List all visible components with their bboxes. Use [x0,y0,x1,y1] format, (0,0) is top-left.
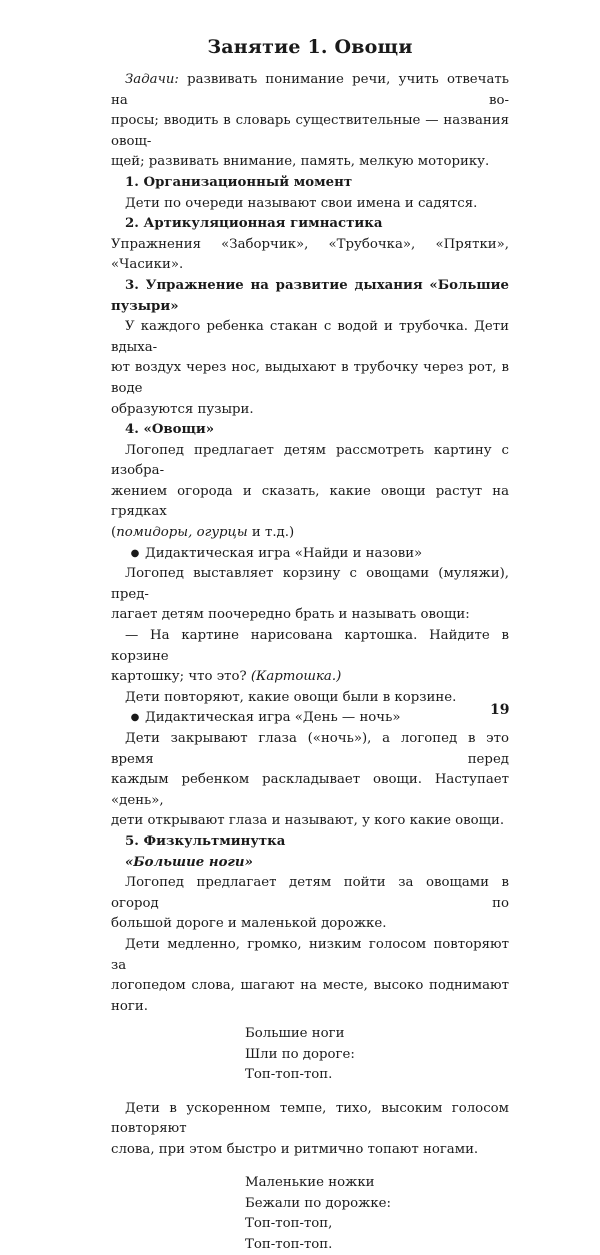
section-heading-5: 5. Физкультминутка [125,833,286,849]
section-4-p2-line-2: лагает детям поочередно брать и называть овощи: [111,607,470,623]
section-heading-3: 3. Упражнение на развитие дыхания «Большие пузыри» [111,277,509,314]
section-5-p1-line-2: большой дороге и маленькой дорожке. [111,916,387,932]
section-3-line-2: ют воздух через нос, выдыхают в трубочку через рот, в воде [111,360,509,396]
poem-line: Топ-топ-топ. [245,1067,333,1083]
intro-line-2: просы; вводить в словарь существительные — названия овощ- [111,113,509,149]
section-4-p2-line-1: Логопед выставляет корзину с овощами (муляжи), пред- [111,566,509,602]
poem-line: Маленькие ножки [245,1175,375,1191]
section-4-p4: Дети повторяют, какие овощи были в корзине. [125,689,457,705]
section-3-line-1: У каждого ребенка стакан с водой и трубочка. Дети вдыха- [111,319,509,355]
section-5-p3-line-1: Дети в ускоренном темпе, тихо, высоким голосом повторяют [111,1100,509,1137]
section-heading-2: 2. Артикуляционная гимнастика [125,216,383,232]
section-5-p2-line-1: Дети медленно, громко, низким голосом повторяют за [111,936,509,973]
page-title: Занятие 1. Овощи [207,36,413,58]
bullet-game-find: ● Дидактическая игра «Найди и назови» [111,544,509,565]
section-4-p1-line-1: Логопед предлагает детям рассмотреть картину с изобра- [111,442,509,479]
section-2-text: Упражнения «Заборчик», «Трубочка», «Прятки», «Часики». [111,236,509,273]
section-5-p2-line-2: логопедом слова, шагают на месте, высоко поднимают ноги. [111,978,509,1014]
intro-line-1: Задачи: развивать понимание речи, учить отвечать на во- [111,72,509,108]
section-4-p5-line-1: Дети закрывают глаза («ночь»), а логопед в это время перед [111,731,509,767]
bullet-icon: ● [130,712,140,724]
poem-line: Бежали по дорожке: [245,1195,392,1211]
poem-line: Топ-топ-топ, [245,1216,333,1232]
section-5-subheading: «Большие ноги» [125,854,253,870]
section-4-p3-line-1: — На картине нарисована картошка. Найдите в корзине [111,628,509,664]
section-4-p1-line-3: (помидоры, огурцы и т.д.) [111,525,295,541]
bullet-game-day-night: ● Дидактическая игра «День — ночь» [111,708,509,729]
section-4-p5-line-2: каждым ребенком раскладывает овощи. Наступает «день», [111,772,509,808]
poem-line: Шли по дороге: [245,1046,355,1062]
section-heading-1: 1. Организационный момент [125,174,353,190]
poem-small-feet [111,1173,509,1255]
poem-line: Топ-топ-топ. [245,1236,333,1252]
section-heading-4: 4. «Овощи» [125,422,215,438]
poem-big-feet [111,1024,509,1085]
section-4-p1-line-2: жением огорода и сказать, какие овощи растут на грядках [111,483,509,520]
section-5-p3-line-2: слова, при этом быстро и ритмично топают ногами. [111,1141,479,1157]
page-body [111,30,509,1255]
section-5-p1-line-1: Логопед предлагает детям пойти за овощами в огород по [111,875,509,911]
intro-line-3: щей; развивать внимание, память, мелкую моторику. [111,154,490,170]
poem-line: Большие ноги [245,1026,345,1042]
page-number: 19 [490,702,510,718]
section-3-line-3: образуются пузыри. [111,401,254,417]
section-4-p3-line-2: картошку; что это? (Картошка.) [111,669,342,685]
intro-label: Задачи: [125,72,179,87]
section-4-p5-line-3: дети открывают глаза и называют, у кого какие овощи. [111,813,505,829]
section-1-text: Дети по очереди называют свои имена и садятся. [125,195,478,211]
bullet-icon: ● [130,547,140,559]
